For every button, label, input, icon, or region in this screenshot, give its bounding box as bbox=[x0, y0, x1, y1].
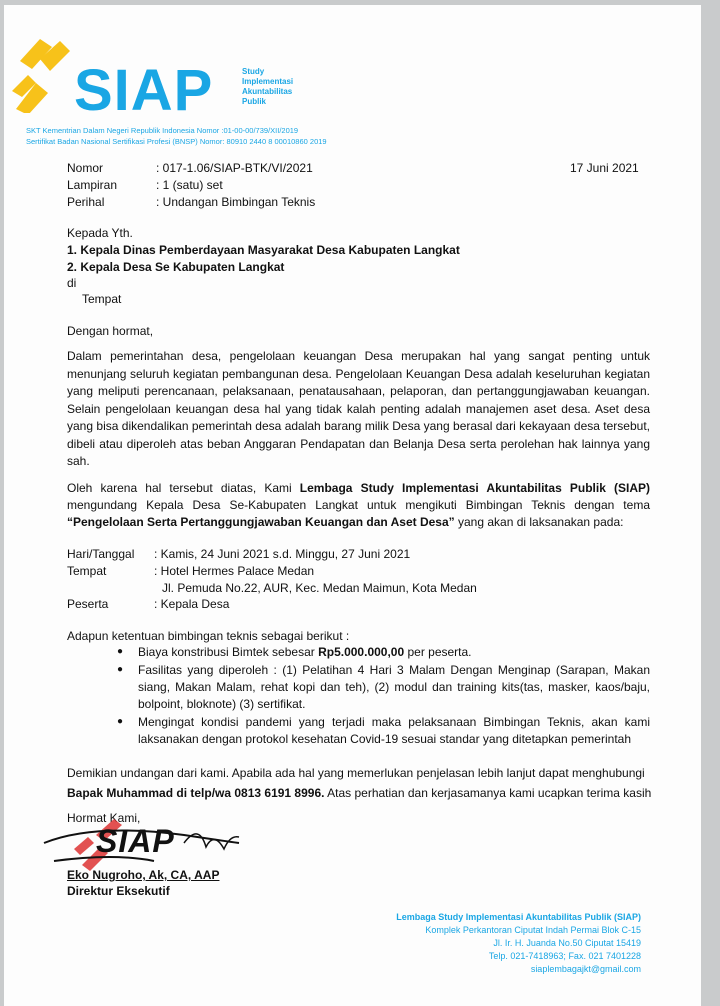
footer-org: Lembaga Study Implementasi Akuntabilitas Publik (SIAP) bbox=[396, 912, 641, 922]
logo-subtitle: Study Implementasi Akuntabilitas Publik bbox=[242, 67, 294, 106]
letter-date: 17 Juni 2021 bbox=[570, 161, 639, 175]
paragraph-2: Oleh karena hal tersebut diatas, Kami Lembaga Study Implementasi Akuntabilitas Publik (SIAP) mengundang Kepala Desa Se-Kabupaten Langkat untuk mengikuti Bimbingan Teknis dengan tema “Pengelolaan Serta Pertanggungjawaban Keuangan dan Aset Desa” yang akan di laksanakan pada: bbox=[67, 481, 650, 529]
recipient-item-2: 2. Kepala Desa Se Kabupaten Langkat bbox=[67, 260, 285, 274]
perihal-value: : Undangan Bimbingan Teknis bbox=[156, 195, 316, 209]
recipient-item-1: 1. Kepala Dinas Pemberdayaan Masyarakat Desa Kabupaten Langkat bbox=[67, 243, 460, 257]
signer-title: Direktur Eksekutif bbox=[67, 884, 170, 898]
term-fee: Biaya konstribusi Bimtek sebesar Rp5.000.000,00 per peserta. bbox=[138, 645, 472, 659]
paragraph-1: Dalam pemerintahan desa, pengelolaan keuangan Desa merupakan hal yang sangat penting untuk menunjang seluruh kegiatan pembangunan desa. Pengelolaan Keuangan Desa adalah keseluruhan kegiatan yang meliputi perencanaan, pelaksanaan, penatausahaan, pelaporan, dan pertanggungjawaban keuangan. Selain pengelolaan keuangan desa hal yang tidak kalah penting adalah manajemen aset desa. Aset desa yang bisa dikendalikan pemerintah desa adalah barang milik Desa yang berasal dari kekayaan desa tersebut, dibeli atau diperoleh atas beban Anggaran Pendapatan dan Belanja Desa serta perolehan hak lainnya yang sah. bbox=[67, 349, 650, 468]
nomor-value: : 017-1.06/SIAP-BTK/VI/2021 bbox=[156, 161, 313, 175]
bullet-icon: ● bbox=[117, 646, 124, 657]
perihal-label: Perihal bbox=[67, 195, 105, 209]
term-facilities: Fasilitas yang diperoleh : (1) Pelatihan 4 Hari 3 Malam Dengan Menginap (Sarapan, Makan siang, Makan Malam, rehat kopi dan teh), (2) modul dan training kits(tas, masker, kaos/baju, bolpoint, bloknote) (3) sertifikat. bbox=[138, 663, 650, 711]
hormat-kami: Hormat Kami, bbox=[67, 811, 141, 825]
salutation: Dengan hormat, bbox=[67, 324, 154, 338]
tempat-address: Jl. Pemuda No.22, AUR, Kec. Medan Maimun, Kota Medan bbox=[162, 581, 477, 595]
footer-phone: Telp. 021-7418963; Fax. 021 7401228 bbox=[488, 951, 641, 961]
nomor-label: Nomor bbox=[67, 161, 104, 175]
footer-email: siaplembagajkt@gmail.com bbox=[530, 964, 641, 974]
siap-logo-mark bbox=[10, 31, 82, 113]
org-name: Lembaga Study Implementasi Akuntabilitas Publik (SIAP) bbox=[299, 481, 650, 495]
bullet-icon: ● bbox=[117, 664, 124, 675]
footer bbox=[396, 911, 641, 976]
recipient-to: Kepada Yth. bbox=[67, 226, 133, 240]
letter-page bbox=[4, 5, 701, 1006]
term-covid: Mengingat kondisi pandemi yang terjadi maka pelaksanaan Bimbingan Teknis, akan kami laksanakan dengan protokol kesehatan Covid-19 sesuai standar yang ditetapkan pemerintah bbox=[138, 715, 650, 746]
signer-name: Eko Nugroho, Ak, CA, AAP bbox=[67, 868, 220, 882]
hari-label: Hari/Tanggal bbox=[67, 547, 135, 561]
peserta-value: : Kepala Desa bbox=[154, 597, 230, 611]
tempat-label: Tempat bbox=[67, 564, 107, 578]
closing-paragraph: Demikian undangan dari kami. Apabila ada hal yang memerlukan penjelasan lebih lanjut dapat menghubungi Bapak Muhammad di telp/wa 0813 6191 8996. Atas perhatian dan kerjasamanya kami ucapkan terima kasih bbox=[67, 766, 652, 800]
footer-address-2: Jl. Ir. H. Juanda No.50 Ciputat 15419 bbox=[493, 938, 641, 948]
lampiran-value: : 1 (satu) set bbox=[156, 178, 223, 192]
bullet-icon: ● bbox=[117, 716, 124, 727]
contact-person: Bapak Muhammad di telp/wa 0813 6191 8996. bbox=[67, 786, 325, 800]
terms-intro: Adapun ketentuan bimbingan teknis sebagai berikut : bbox=[67, 629, 350, 643]
footer-address-1: Komplek Perkantoran Ciputat Indah Permai Blok C-15 bbox=[425, 925, 641, 935]
stamp-text: SIAP bbox=[96, 823, 175, 859]
tempat-value: : Hotel Hermes Palace Medan bbox=[154, 564, 315, 578]
hari-value: : Kamis, 24 Juni 2021 s.d. Minggu, 27 Juni 2021 bbox=[154, 547, 411, 561]
lampiran-label: Lampiran bbox=[67, 178, 118, 192]
theme-title: “Pengelolaan Serta Pertanggungjawaban Keuangan dan Aset Desa” bbox=[67, 515, 455, 529]
logo-wordmark: SIAP bbox=[74, 58, 214, 123]
cert-line-2: Sertifikat Badan Nasional Sertifikasi Profesi (BNSP) Nomor: 80910 2440 8 00010860 2019 bbox=[26, 137, 327, 146]
peserta-label: Peserta bbox=[67, 597, 109, 611]
cert-line-1: SKT Kementrian Dalam Negeri Republik Indonesia Nomor :01-00-00/739/XII/2019 bbox=[26, 126, 299, 135]
recipient-di: di bbox=[67, 276, 77, 290]
recipient-tempat: Tempat bbox=[82, 292, 122, 306]
